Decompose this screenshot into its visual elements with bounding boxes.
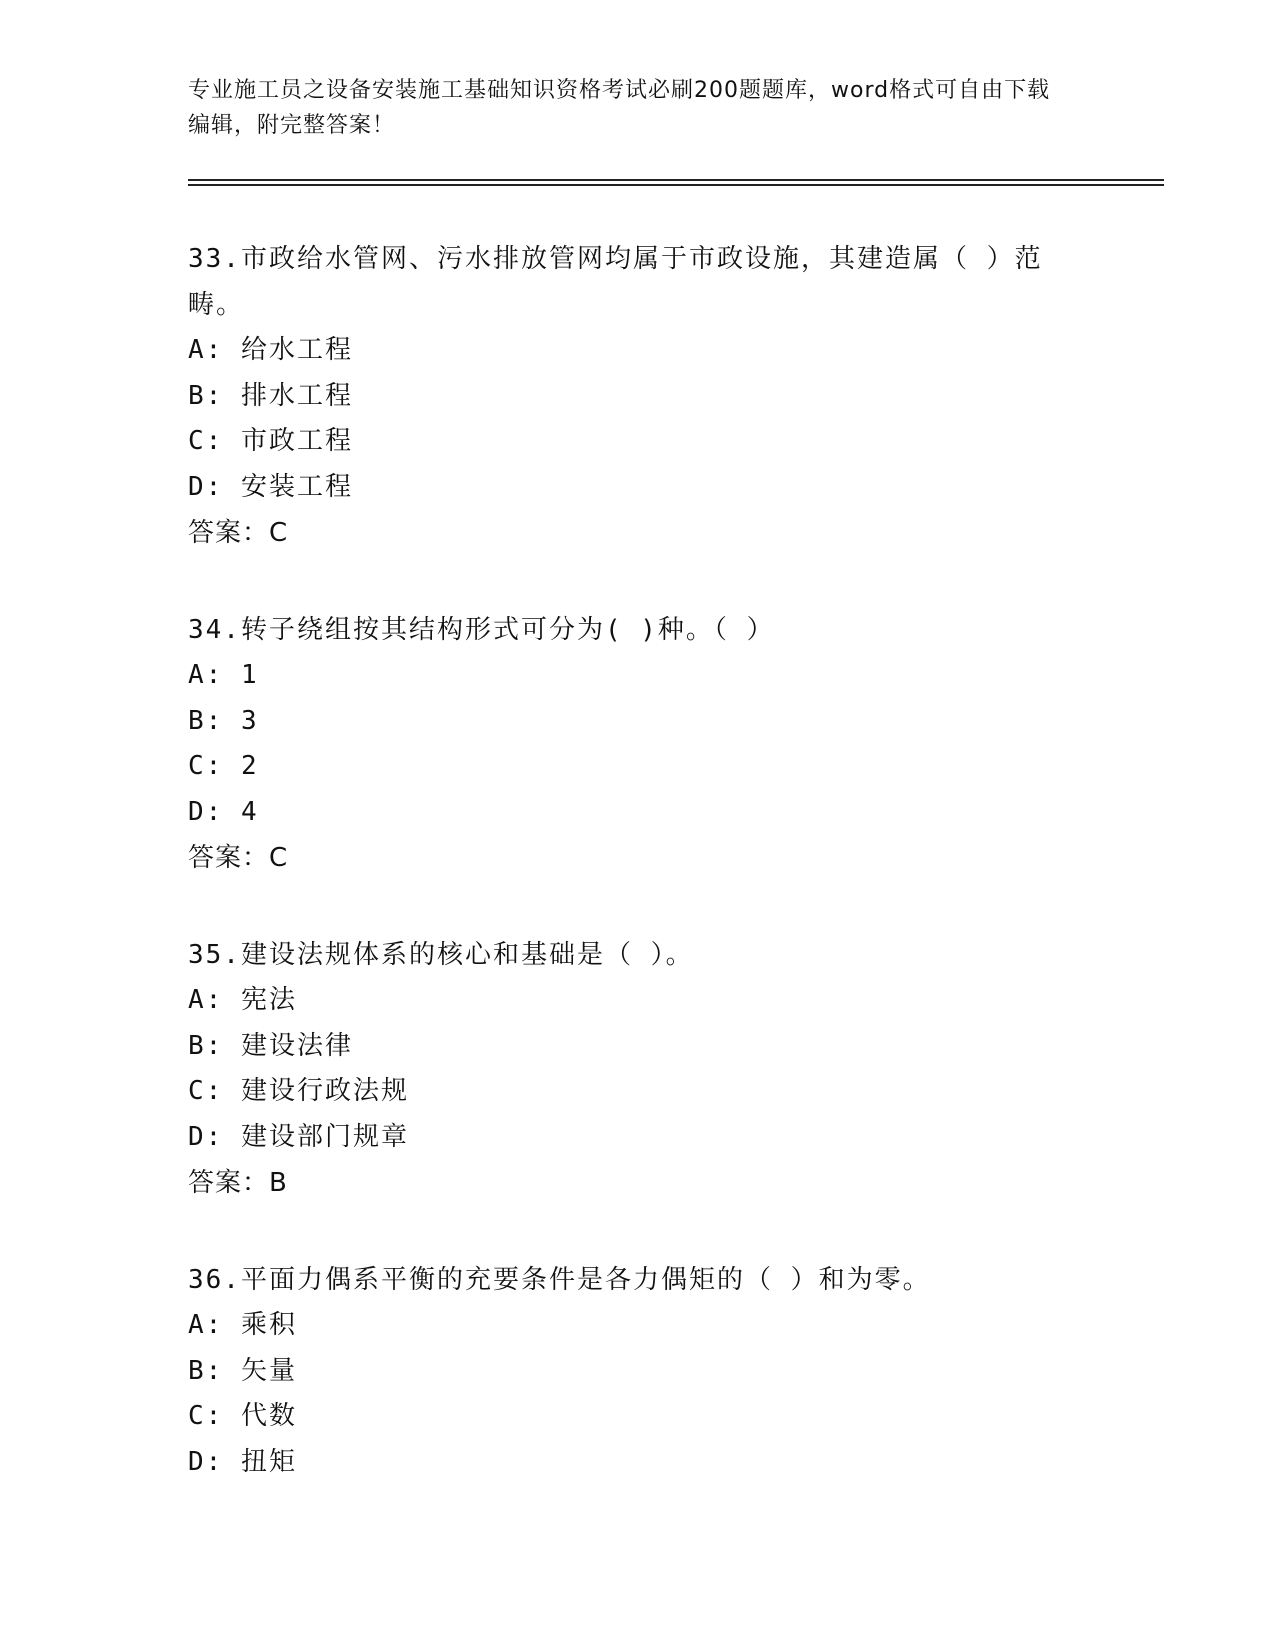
question-33: [188, 236, 1088, 556]
option-c: C: 建设行政法规: [188, 1076, 409, 1106]
option-d: D: 安装工程: [188, 471, 353, 502]
option-d: D: 建设部门规章: [188, 1121, 409, 1152]
answer-line: 答案：C: [188, 518, 289, 548]
question-34: [188, 607, 1088, 881]
header-divider-top: [188, 179, 1164, 181]
header-divider-bottom: [188, 184, 1164, 186]
document-header: 专业施工员之设备安装施工基础知识资格考试必刷200题题库，word格式可自由下载编辑，附完整答案！: [188, 78, 1051, 138]
option-c: C: 2: [188, 751, 259, 781]
option-b: B: 矢量: [188, 1355, 297, 1386]
question-stem: 35.建设法规体系的核心和基础是（ ）。: [188, 940, 694, 970]
option-d: D: 4: [188, 796, 259, 827]
answer-line: 答案：C: [188, 843, 289, 873]
option-c: C: 市政工程: [188, 426, 353, 456]
question-36: [188, 1257, 1088, 1485]
option-b: B: 3: [188, 705, 259, 736]
option-a: A: 给水工程: [188, 335, 353, 365]
answer-line: 答案：B: [188, 1168, 288, 1198]
option-a: A: 乘积: [188, 1310, 297, 1340]
question-list: [188, 236, 1088, 1536]
option-b: B: 排水工程: [188, 380, 353, 411]
question-stem: 33.市政给水管网、污水排放管网均属于市政设施，其建造属（ ）范畴。: [188, 244, 1043, 320]
option-a: A: 宪法: [188, 985, 297, 1015]
option-d: D: 扭矩: [188, 1446, 297, 1477]
option-b: B: 建设法律: [188, 1030, 353, 1061]
question-stem: 36.平面力偶系平衡的充要条件是各力偶矩的（ ）和为零。: [188, 1265, 931, 1295]
option-c: C: 代数: [188, 1401, 297, 1431]
option-a: A: 1: [188, 660, 259, 690]
question-35: [188, 932, 1088, 1206]
question-stem: 34.转子绕组按其结构形式可分为( )种。（ ）: [188, 615, 775, 645]
